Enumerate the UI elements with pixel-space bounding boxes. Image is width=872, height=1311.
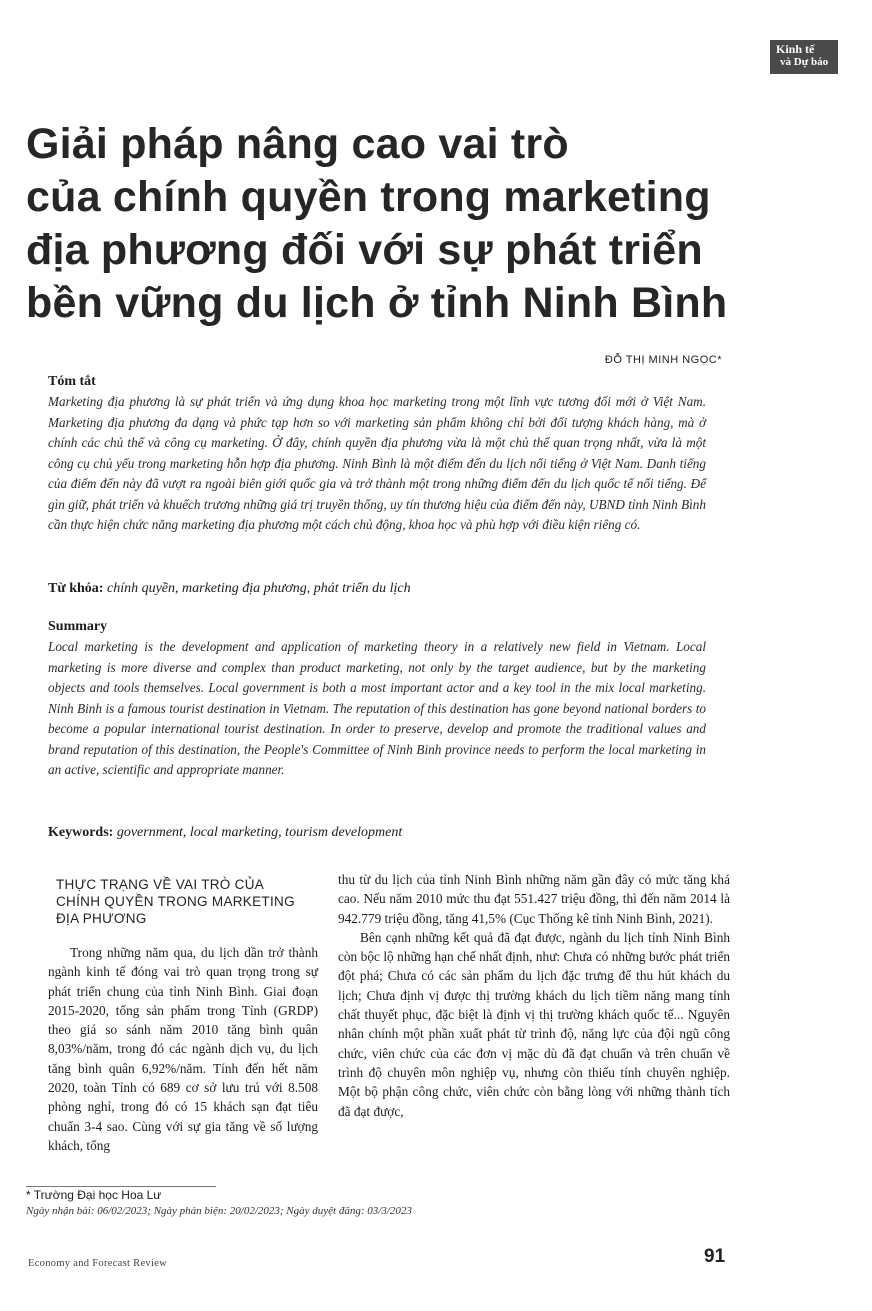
section-heading-line: ĐỊA PHƯƠNG [56,911,147,926]
tom-tat-text: Marketing địa phương là sự phát triển và ứng dụng khoa học marketing trong một lĩnh vực tương đối mới ở Việt Nam. Marketing địa phương đa dạng và phức tạp hơn so với marketing sản phẩm không chỉ bởi đối tượng khách hàng, mà ở chính các chủ thể và công cụ marketing. Ở đây, chính quyền địa phương vừa là một chủ thể quan trọng nhất, vừa là một công cụ chủ yếu trong marketing hỗn hợp địa phương. Ninh Bình là một điểm đến du lịch nổi tiếng ở Việt Nam. Danh tiếng của điểm đến này đã vượt ra ngoài biên giới quốc gia và trở thành một trong những điểm đến du lịch quốc tế nổi tiếng. Để gìn giữ, phát triển và khuếch trương những giá trị truyền thống, uy tín thương hiệu của điểm đến này, UBND tỉnh Ninh Bình cần thực hiện chức năng marketing địa phương một cách chủ động, khoa học và phù hợp với điều kiện riêng có. [48,394,706,532]
article-title [26,118,846,330]
footnote: * Trường Đại học Hoa Lư [26,1188,162,1202]
body-paragraph: Trong những năm qua, du lịch dần trở thành ngành kinh tế đóng vai trò quan trọng trong sự phát triển chung của tỉnh Ninh Bình. Giai đoạn 2015-2020, tổng sản phẩm trong Tỉnh (GRDP) theo giá so sánh năm 2010 tăng bình quân 8,03%/năm, trong đó các ngành dịch vụ, du lịch tăng bình quân 6,92%/năm. Tính đến hết năm 2020, toàn Tỉnh có 689 cơ sở lưu trú với 8.508 phòng nghỉ, trong đó có 15 khách sạn đạt tiêu chuẩn 3-4 sao. Cùng với sự gia tăng về số lượng khách, tổng [48,945,318,1153]
section-heading [56,876,318,927]
keywords-line [48,825,402,841]
section-heading-line: CHÍNH QUYỀN TRONG MARKETING [56,894,295,909]
title-line: địa phương đối với sự phát triển [26,226,703,274]
journal-badge [770,40,838,74]
right-column [338,870,730,1121]
journal-name: Economy and Forecast Review [28,1258,168,1269]
keywords-text: government, local marketing, tourism development [116,825,403,840]
title-line: của chính quyền trong marketing [26,173,711,221]
summary-text: Local marketing is the development and application of marketing theory in a relatively new field in Vietnam. Local marketing is more diverse and complex than product marketing, not only by the target audience, but by the marketing objects and tools themselves. Local government is both a most important actor and a key tool in the mix local marketing. Ninh Binh is a famous tourist destination in Vietnam. The reputation of this destination has gone beyond national borders to become a popular international tourist destination. In order to preserve, develop and promote the traditional values and brand reputation of this destination, the People's Committee of Ninh Binh province needs to perform the local marketing in an active, scientific and appropriate manner. [48,639,706,777]
badge-line1: Kinh tế [776,42,815,56]
keywords-label: Keywords: [48,825,114,840]
section-heading-line: THỰC TRẠNG VỀ VAI TRÒ CỦA [56,877,265,892]
left-column [48,870,318,1155]
footnote-divider [26,1186,216,1187]
tom-tat-heading: Tóm tắt [48,374,96,389]
article-dates: Ngày nhận bài: 06/02/2023; Ngày phản biện: 20/02/2023; Ngày duyệt đăng: 03/3/2023 [26,1205,412,1217]
summary-heading: Summary [48,619,108,634]
body-paragraph: thu từ du lịch của tỉnh Ninh Bình những năm gần đây có mức tăng khá cao. Nếu năm 2010 mức thu đạt 551.427 triệu đồng, thì đến năm 2014 là 942.779 triệu đồng, tăng 41,5% (Cục Thống kê tỉnh Ninh Bình, 2021). [338,872,730,926]
body-paragraph: Bên cạnh những kết quả đã đạt được, ngành du lịch tỉnh Ninh Bình còn bộc lộ những hạn chế nhất định, như: Chưa có những bước phát triển đột phá; Chưa có các sản phẩm du lịch đặc trưng để thu hút khách du lịch; Chưa định vị được thị trường khách du lịch tiềm năng mang tính chất thuyết phục, đặc biệt là định vị thị trường khách quốc tế... Nguyên nhân chính một phần xuất phát từ trình độ, năng lực của đội ngũ công chức, viên chức của các đơn vị mặc dù đã đạt chuẩn và trên chuẩn về trình độ chuyên môn nghiệp vụ, nhưng còn thiếu tính chuyên nghiệp. Một bộ phận công chức, viên chức còn bằng lòng với những thành tích đã đạt được, [338,929,730,1119]
title-line: bền vững du lịch ở tỉnh Ninh Bình [26,279,728,327]
tu-khoa-label: Từ khóa: [48,581,104,596]
page-number: 91 [704,1246,726,1267]
tu-khoa-line [48,581,411,597]
badge-line2: và Dự báo [780,56,829,68]
title-line: Giải pháp nâng cao vai trò [26,120,569,168]
tu-khoa-text: chính quyền, marketing địa phương, phát triển du lịch [106,581,411,596]
author-name: ĐỖ THỊ MINH NGỌC* [604,354,722,366]
